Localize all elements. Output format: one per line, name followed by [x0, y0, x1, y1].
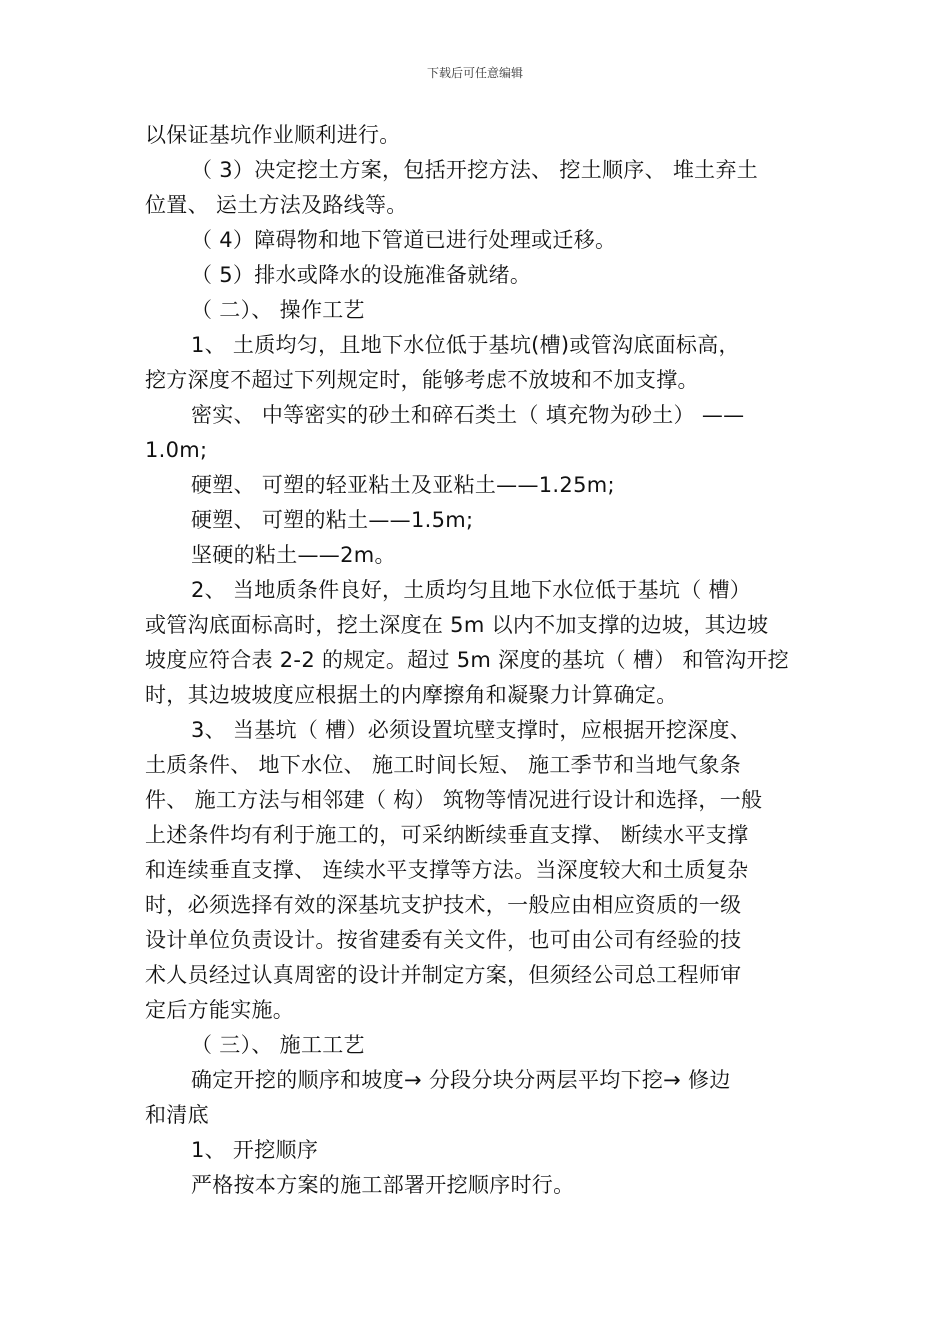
- text-line: 上述条件均有利于施工的，可采纳断续垂直支撑、 断续水平支撑: [145, 823, 749, 847]
- text-line: 确定开挖的顺序和坡度→ 分段分块分两层平均下挖→ 修边: [191, 1068, 731, 1092]
- text-line: 定后方能实施。: [145, 998, 295, 1022]
- text-line: 时，其边坡坡度应根据土的内摩擦角和凝聚力计算确定。: [145, 683, 678, 707]
- text-line: （ 5）排水或降水的设施准备就绪。: [191, 263, 532, 287]
- text-line: 以保证基坑作业顺利进行。: [145, 123, 401, 147]
- text-line: 1.0m;: [145, 438, 208, 462]
- page-header: 下载后可任意编辑: [426, 66, 523, 80]
- text-line: 和连续垂直支撑、 连续水平支撑等方法。当深度较大和土质复杂: [145, 858, 749, 882]
- text-line: 严格按本方案的施工部署开挖顺序时行。: [191, 1173, 575, 1197]
- text-line: 或管沟底面标高时，挖土深度在 5m 以内不加支撑的边坡，其边坡: [145, 613, 769, 637]
- text-line: 件、 施工方法与相邻建（ 构） 筑物等情况进行设计和选择，一般: [145, 788, 763, 812]
- text-line: 3、 当基坑（ 槽）必须设置坑壁支撑时，应根据开挖深度、: [191, 718, 752, 742]
- text-line: 位置、 运土方法及路线等。: [145, 193, 408, 217]
- text-line: 1、 开挖顺序: [191, 1138, 319, 1162]
- text-line: 设计单位负责设计。按省建委有关文件，也可由公司有经验的技: [145, 928, 742, 952]
- text-line: 和清底: [145, 1103, 209, 1127]
- section-heading: （ 二）、 操作工艺: [191, 298, 365, 322]
- text-line: 坚硬的粘土——2m。: [191, 543, 396, 567]
- text-line: 术人员经过认真周密的设计并制定方案，但须经公司总工程师审: [145, 963, 742, 987]
- text-line: 挖方深度不超过下列规定时，能够考虑不放坡和不加支撑。: [145, 368, 699, 392]
- text-line: （ 4）障碍物和地下管道已进行处理或迁移。: [191, 228, 617, 252]
- text-line: 硬塑、 可塑的轻亚粘土及亚粘土——1.25m;: [191, 473, 615, 497]
- section-heading: （ 三）、 施工工艺: [191, 1033, 365, 1057]
- text-line: 坡度应符合表 2-2 的规定。超过 5m 深度的基坑（ 槽） 和管沟开挖: [145, 648, 789, 672]
- text-line: 土质条件、 地下水位、 施工时间长短、 施工季节和当地气象条: [145, 753, 742, 777]
- text-line: 1、 土质均匀，且地下水位低于基坑(槽)或管沟底面标高，: [191, 333, 740, 357]
- text-line: 2、 当地质条件良好，土质均匀且地下水位低于基坑（ 槽）: [191, 578, 752, 602]
- text-line: （ 3）决定挖土方案，包括开挖方法、 挖土顺序、 堆土弃土: [191, 158, 759, 182]
- text-line: 硬塑、 可塑的粘土——1.5m;: [191, 508, 474, 532]
- text-line: 密实、 中等密实的砂土和碎石类土（ 填充物为砂土） ——: [191, 403, 745, 427]
- text-line: 时，必须选择有效的深基坑支护技术，一般应由相应资质的一级: [145, 893, 742, 917]
- document-body: [145, 118, 810, 1203]
